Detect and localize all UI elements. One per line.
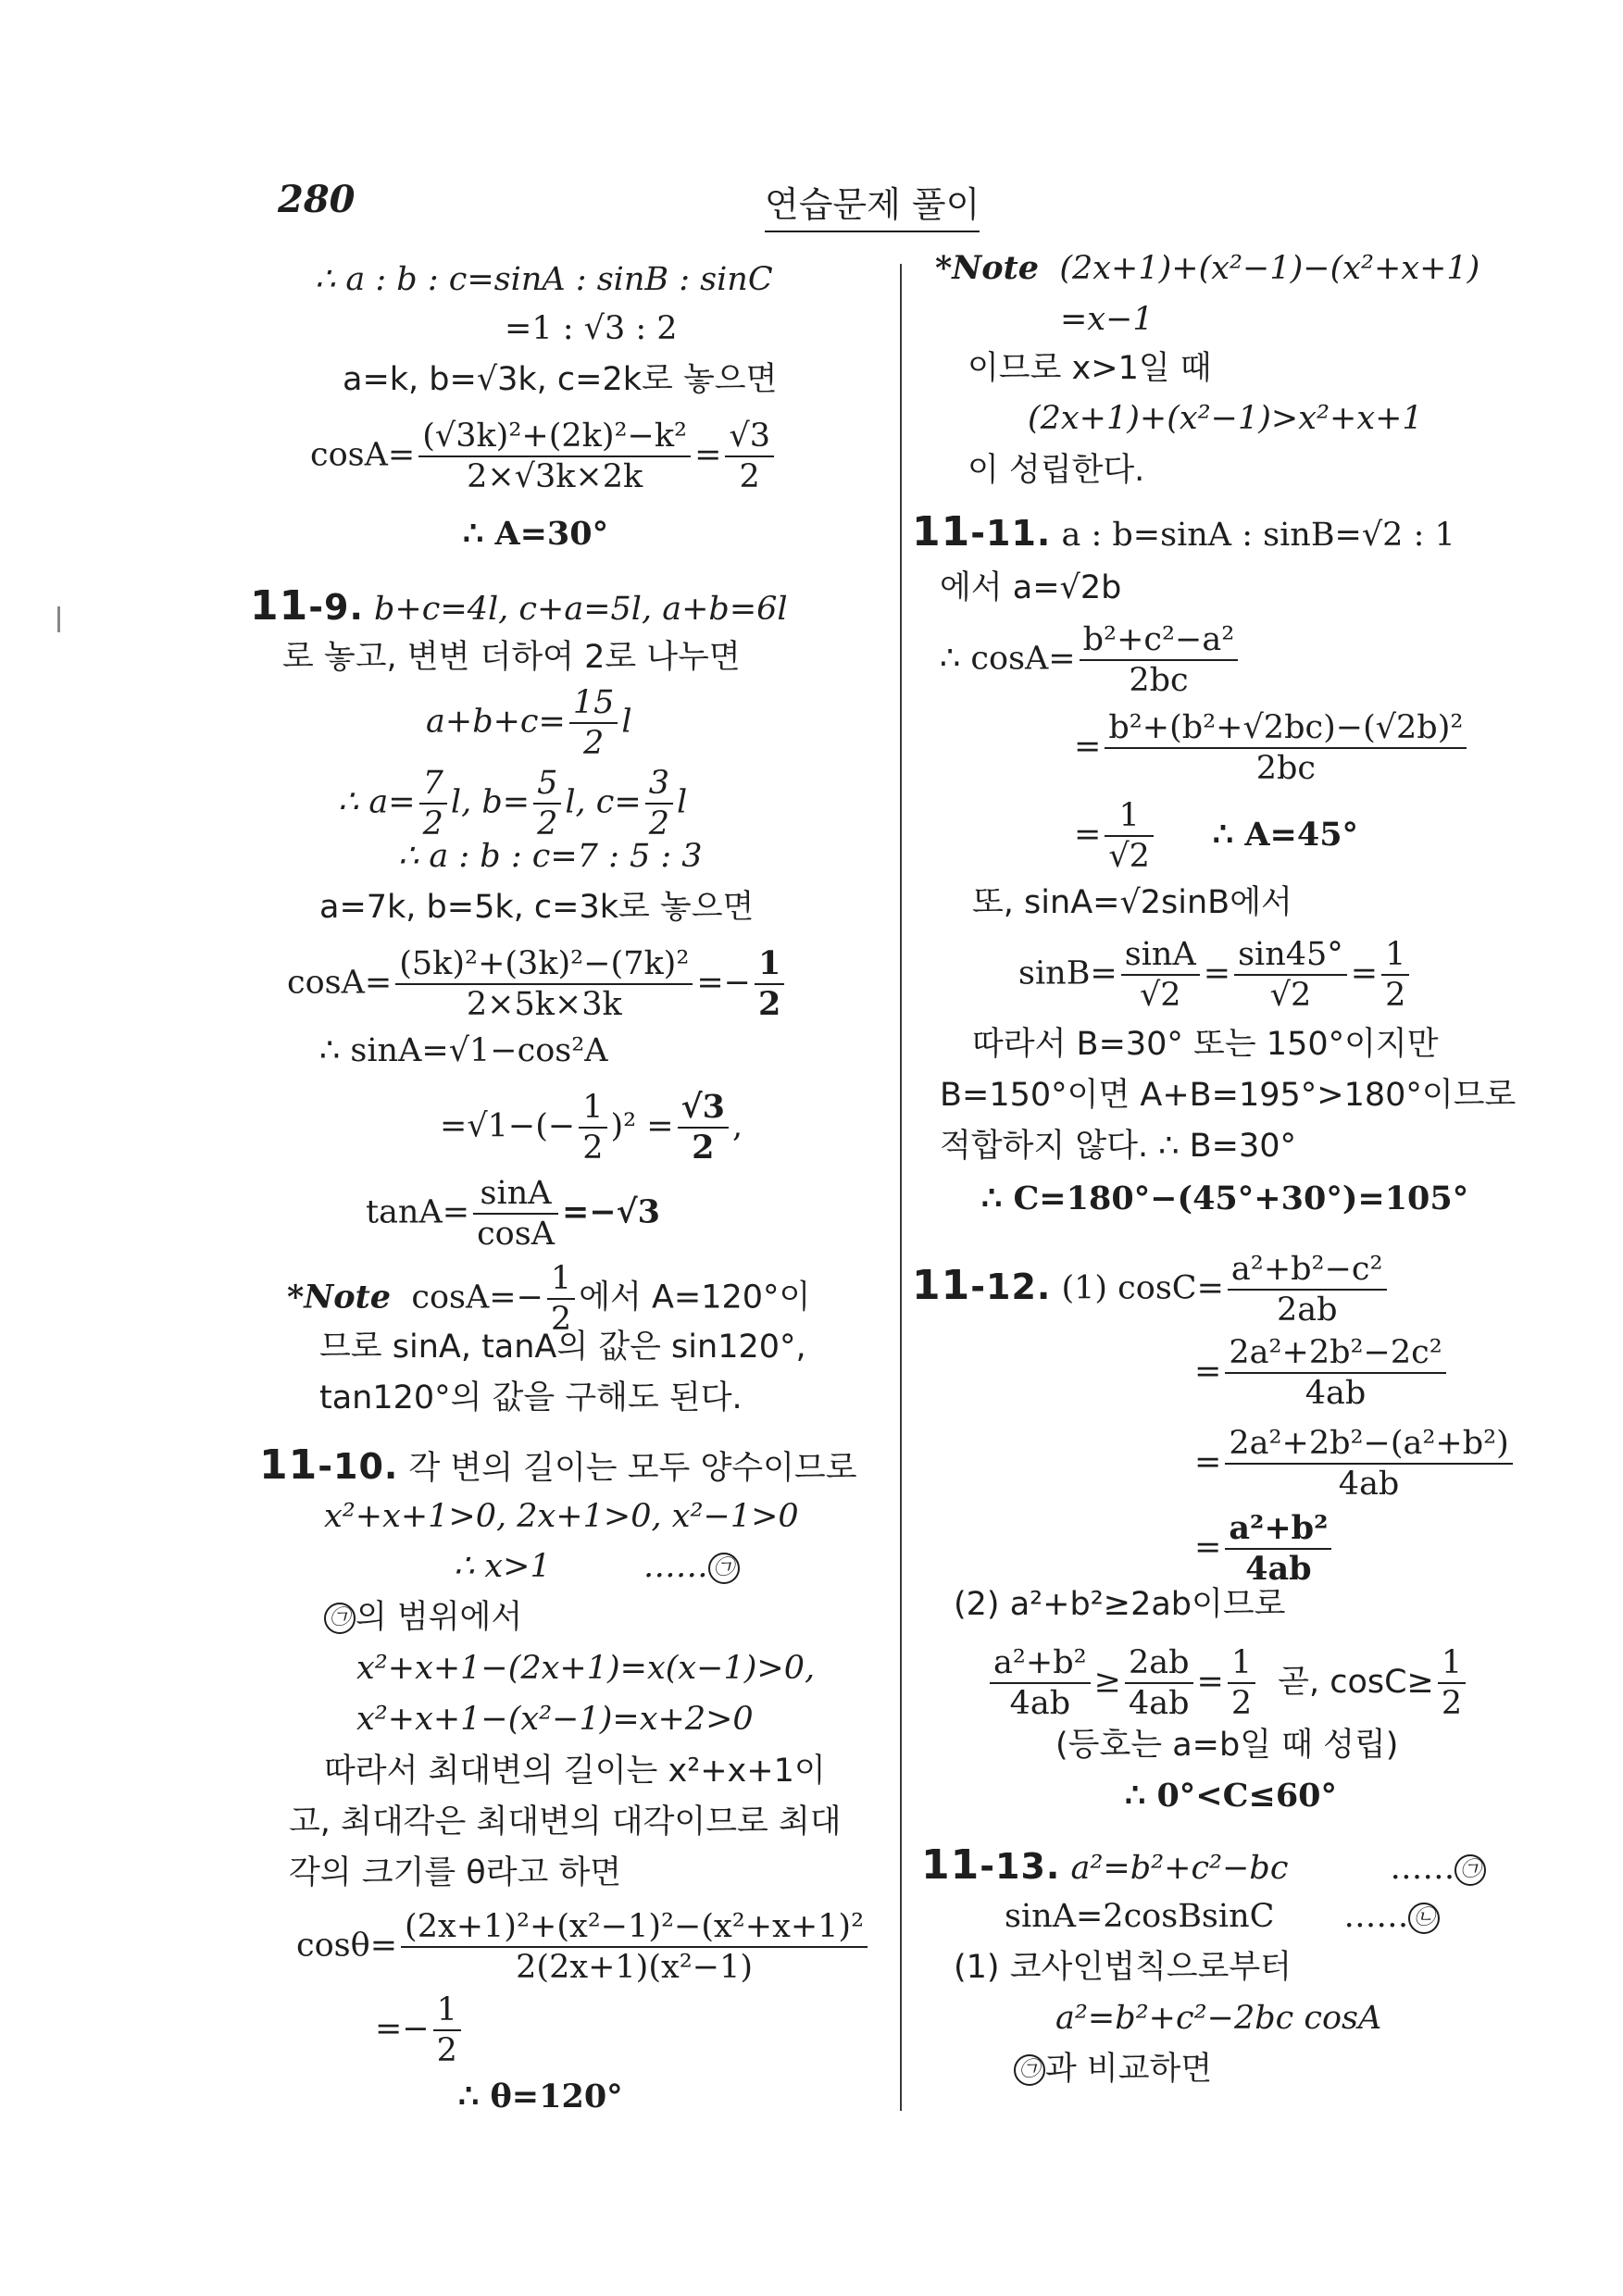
- p12-cos-fraction: $\frac{\text{a²+b²−c²}}{2ab}$: [1228, 1250, 1387, 1329]
- p13-line-3: (1) 코사인법칙으로부터: [954, 1949, 1292, 1986]
- column-divider: [900, 264, 902, 2111]
- p11-sinB-frac-2: $\frac{\sin 45^\circ}{√2}$: [1234, 935, 1347, 1015]
- cos-result-fraction: [725, 417, 774, 496]
- cos-eq: =: [694, 436, 722, 474]
- p10-diff-2: x²+x+1−(x²−1)=x+2>0: [356, 1701, 754, 1738]
- p9-cos-fraction: $\frac{\text{(5k)²+(3k)²−(7k)²}}{2\times 5k\times 3k}$: [395, 944, 693, 1024]
- p11-answer: ∴ C=180°−(45°+30°)=105°: [981, 1179, 1469, 1217]
- p13-line-4: a²=b²+c²−2bc cosA: [1055, 2000, 1382, 2037]
- problem-11-9-line-1: [250, 582, 788, 630]
- p11-text-1: 따라서 B=30° 또는 150°이지만: [972, 1026, 1439, 1063]
- cos-fraction-num: (√3k)²+(2k)²−k²: [418, 417, 691, 457]
- p10-diff-1: x²+x+1−(2x+1)=x(x−1)>0,: [356, 1650, 816, 1687]
- margin-mark: [57, 606, 60, 632]
- p11-simplify-fraction: $\frac{1}{√2}$: [1105, 796, 1154, 876]
- note-label: *Note: [287, 1278, 392, 1316]
- p9-a-fraction: $\frac{7}{2}$: [419, 764, 447, 843]
- p12-equality-note: (등호는 a=b일 때 성립): [1055, 1727, 1399, 1764]
- right-note-line-2: =x−1: [1060, 301, 1154, 338]
- p10-text-1: 따라서 최대변의 길이는 x²+x+1이: [324, 1753, 826, 1790]
- p11-sinB-eq: sinB= $\frac{\sin A}{√2}$ = $\frac{\sin 45^\circ}{√2}$ = $\frac{1}{2}$: [1018, 935, 1413, 1015]
- p10-cos-fraction: $\frac{\text{(2x+1)²+(x²−1)²−(x²+x+1)²}}{\text{2(2x+1)(x²−1)}}$: [401, 1907, 868, 1987]
- p10-text-3: 각의 크기를 θ라고 하면: [289, 1854, 622, 1891]
- problem-number-11-11: 11-11.: [912, 508, 1052, 555]
- p9-tan-fraction: $\frac{\sin A}{\cos A}$: [473, 1174, 558, 1254]
- p12-ineq-frac-4: $\frac{1}{2}$: [1438, 1643, 1466, 1723]
- running-header-title: 연습문제 풀이: [765, 176, 980, 232]
- p9-note-line-3: tan120°의 값을 구해도 된다.: [319, 1379, 743, 1416]
- p11-text-3: 적합하지 않다. ∴ B=30°: [940, 1128, 1297, 1165]
- left-top-answer: ∴ A=30°: [463, 515, 609, 553]
- right-note-line-3: 이므로 x>1일 때: [968, 350, 1212, 387]
- p9-b-fraction: $\frac{5}{2}$: [533, 764, 561, 843]
- p12-part-2: (2) a²+b²≥2ab이므로: [954, 1586, 1286, 1623]
- p12-answer: ∴ 0°<C≤60°: [1125, 1777, 1338, 1815]
- p11-cos-simplify: = $\frac{1}{√2}$ ∴ A=45°: [1074, 797, 1359, 875]
- p10-positivity: x²+x+1>0, 2x+1>0, x²−1>0: [324, 1498, 799, 1535]
- p11-sinB-frac-1: $\frac{\sin A}{√2}$: [1121, 935, 1200, 1015]
- problem-11-11-line-1: 11-11. a : b=sinA : sinB=√2 : 1: [912, 508, 1455, 555]
- p9-sides-eq: ∴ a= $\frac{7}{2}$ l, b= $\frac{5}{2}$ l, c= $\frac{3}{2}$ l: [338, 765, 688, 842]
- problem-number-11-13: 11-13.: [921, 1841, 1061, 1889]
- p9-sum-fraction: $\frac{15}{2}$: [569, 683, 618, 763]
- problem-number-11-10: 11-10.: [259, 1441, 399, 1489]
- p9-note-line-2: 므로 sinA, tanA의 값은 sin120°,: [319, 1329, 806, 1366]
- p12-step-2-fraction: $\frac{\text{2a²+2b²−2c²}}{4ab}$: [1225, 1333, 1445, 1413]
- mark-2-icon: ㉡: [1408, 1903, 1440, 1934]
- problem-11-10-line-1: 11-10. 각 변의 길이는 모두 양수이므로: [259, 1441, 857, 1489]
- p10-cos-value: =− $\frac{1}{2}$: [375, 1990, 465, 2070]
- problem-number-11-9: 11-9.: [250, 582, 364, 630]
- p12-inequality: $\frac{\text{a²+b²}}{4ab}$ ≥ $\frac{2ab}{4ab}$ = $\frac{1}{2}$ 곧, cosC≥ $\frac{1}{2}$: [986, 1643, 1469, 1723]
- p13-line-2: sinA=2cosBsinC …… ㉡: [1005, 1898, 1440, 1935]
- p11-cos-expand: = $\frac{\text{b²+(b²+√2bc)−(√2b)²}}{2bc}$: [1074, 708, 1470, 788]
- p10-answer: ∴ θ=120°: [458, 2078, 623, 2115]
- p12-step-3-fraction: $\frac{\text{2a²+2b²−(a²+b²)}}{4ab}$: [1225, 1424, 1513, 1504]
- p11-sin-relation: 또, sinA=√2sinB에서: [972, 884, 1292, 921]
- right-note-line-4: (2x+1)+(x²−1)>x²+x+1: [1028, 400, 1423, 437]
- p10-cos-theta-eq: cosθ= $\frac{\text{(2x+1)²+(x²−1)²−(x²+x+1)²}}{\text{2(2x+1)(x²−1)}}$: [296, 1907, 871, 1987]
- mark-1-icon: ㉠: [1454, 1854, 1486, 1886]
- problem-11-9-given: b+c=4l, c+a=5l, a+b=6l: [374, 591, 788, 628]
- problem-number-11-12: 11-12.: [912, 1261, 1052, 1309]
- p9-sin-eval: =√1−(− $\frac{1}{2}$ )² = $\frac{√3}{2}$ ,: [440, 1088, 743, 1167]
- problem-11-13-line-1: 11-13. a²=b²+c²−bc …… ㉠: [921, 1847, 1486, 1887]
- mark-1-icon: ㉠: [708, 1553, 740, 1584]
- p12-ineq-frac-2: $\frac{2ab}{4ab}$: [1125, 1643, 1193, 1723]
- p11-sinB-frac-3: $\frac{1}{2}$: [1381, 935, 1409, 1015]
- problem-11-12-line-1: 11-12. (1) cosC= $\frac{\text{a²+b²−c²}}{2ab}$: [912, 1250, 1391, 1329]
- cos-result-num: √3: [725, 417, 774, 457]
- p9-half-fraction: $\frac{1}{2}$: [579, 1088, 606, 1167]
- cos-fraction-den: 2×√3k×2k: [467, 458, 643, 495]
- mark-1-icon: ㉠: [1014, 2054, 1045, 2086]
- p9-c-fraction: $\frac{3}{2}$: [645, 764, 673, 843]
- cos-fraction: [418, 417, 691, 496]
- p9-sin-eq: ∴ sinA=√1−cos²A: [319, 1032, 608, 1069]
- mark-1-icon: ㉠: [324, 1603, 356, 1634]
- p9-note-line-1: *Note cosA=− $\frac{1}{2}$ 에서 A=120°이: [287, 1260, 811, 1338]
- p9-sum-eq: a+b+c= $\frac{15}{2}$ l: [426, 684, 632, 762]
- left-top-line-2: =1 : √3 : 2: [505, 310, 678, 347]
- p11-text-2: B=150°이면 A+B=195°>180°이므로: [940, 1077, 1517, 1114]
- p11-expand-fraction: $\frac{\text{b²+(b²+√2bc)−(√2b)²}}{2bc}$: [1105, 708, 1467, 788]
- p9-ratio: ∴ a : b : c=7 : 5 : 3: [398, 838, 703, 875]
- p9-cos-result: $\frac{1}{2}$: [755, 944, 784, 1024]
- p9-sin-result: $\frac{√3}{2}$: [678, 1088, 729, 1167]
- p11-a-eq: 에서 a=√2b: [940, 569, 1122, 606]
- p12-ineq-frac-3: $\frac{1}{2}$: [1228, 1643, 1255, 1723]
- p10-text-2: 고, 최대각은 최대변의 대각이므로 최대: [289, 1803, 842, 1841]
- page-number: 280: [278, 178, 356, 221]
- p11-cos-eq: ∴ cosA= $\frac{\text{b²+c²−a²}}{2bc}$: [940, 620, 1242, 700]
- p12-step-3: = $\frac{\text{2a²+2b²−(a²+b²)}}{4ab}$: [1194, 1424, 1517, 1504]
- p9-cos-eq: cosA= $\frac{\text{(5k)²+(3k)²−(7k)²}}{2\times 5k\times 3k}$ =− $\frac{1}{2}$: [287, 944, 788, 1024]
- cos-result-den: 2: [739, 458, 760, 495]
- p9-note-fraction: $\frac{1}{2}$: [547, 1259, 575, 1339]
- right-note-line-5: 이 성립한다.: [968, 452, 1145, 489]
- left-top-line-1: ∴ a : b : c=sinA : sinB : sinC: [315, 261, 773, 298]
- p9-set-k: a=7k, b=5k, c=3k로 놓으면: [319, 889, 755, 926]
- p11-cos-fraction: $\frac{\text{b²+c²−a²}}{2bc}$: [1080, 620, 1239, 700]
- left-top-cos-eq: [310, 417, 778, 496]
- p9-tan-eq: tanA= $\frac{\sin A}{\cos A}$ =−√3: [366, 1175, 661, 1253]
- cos-lhs: cosA=: [310, 436, 416, 474]
- p12-step-2: = $\frac{\text{2a²+2b²−2c²}}{4ab}$: [1194, 1333, 1450, 1413]
- p12-ineq-frac-1: $\frac{\text{a²+b²}}{4ab}$: [990, 1643, 1091, 1723]
- note-label: *Note: [935, 249, 1040, 287]
- p10-x-gt-1: ∴ x>1 …… ㉠: [454, 1548, 740, 1585]
- p12-step-4: = $\frac{\text{a²+b²}}{4ab}$: [1194, 1509, 1335, 1589]
- p12-result-fraction: $\frac{\text{a²+b²}}{4ab}$: [1225, 1509, 1331, 1589]
- p10-half-fraction: $\frac{1}{2}$: [433, 1990, 461, 2070]
- left-top-line-3: a=k, b=√3k, c=2k로 놓으면: [343, 361, 778, 398]
- p9-line-2: 로 놓고, 변변 더하여 2로 나누면: [282, 639, 741, 676]
- p10-range-line: ㉠ 의 범위에서: [324, 1599, 522, 1636]
- right-note-line-1: *Note (2x+1)+(x²−1)−(x²+x+1): [935, 249, 1480, 287]
- p13-line-5: ㉠ 과 비교하면: [1014, 2051, 1212, 2088]
